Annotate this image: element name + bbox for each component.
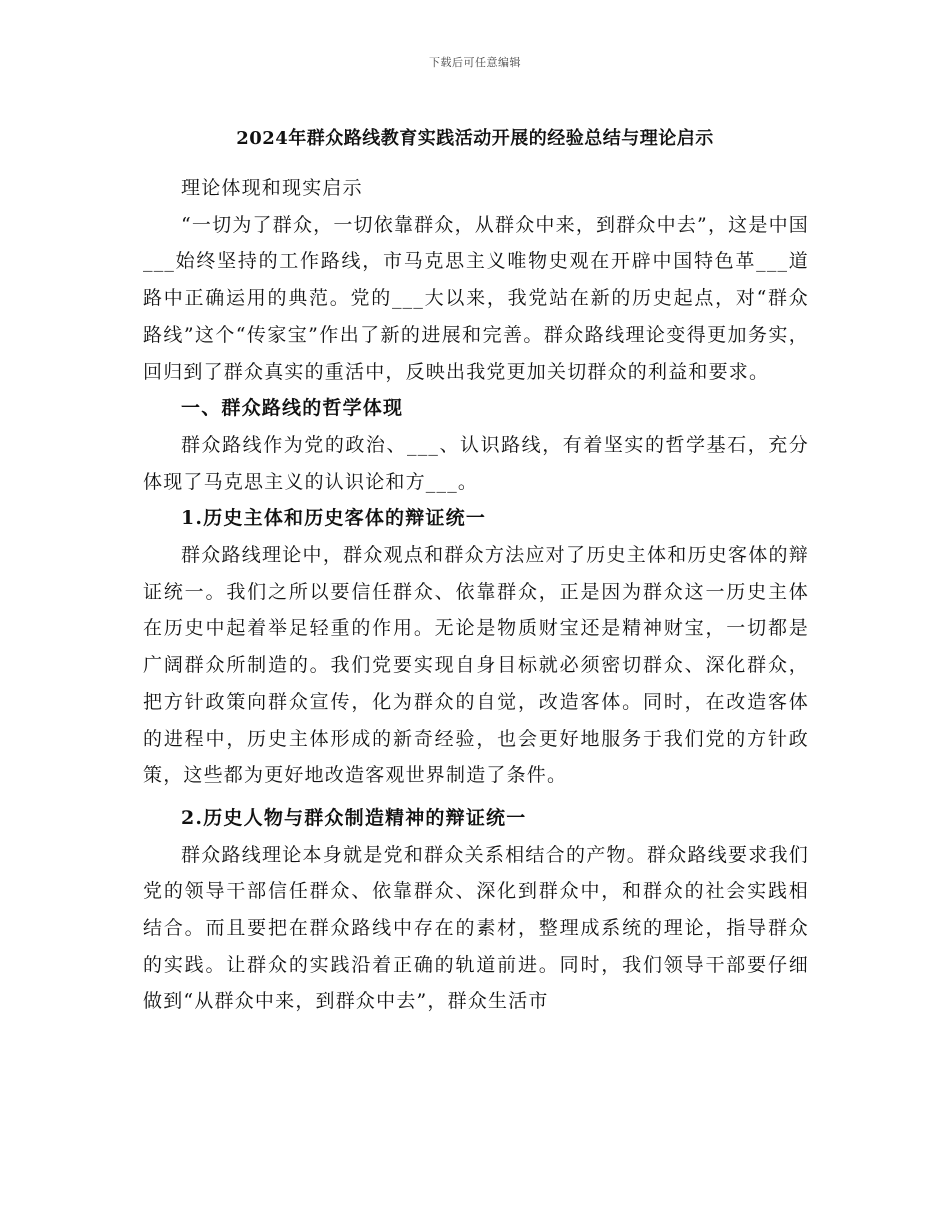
body-paragraph: 群众路线作为党的政治、___、认识路线，有着坚实的哲学基石，充分体现了马克思主义的认识论和方___。 (143, 433, 809, 493)
page-header: 下载后可任意编辑 (429, 56, 521, 69)
subsection-heading: 1.历史主体和历史客体的辩证统一 (181, 507, 487, 530)
body-paragraph: “一切为了群众，一切依靠群众，从群众中来，到群众中去”，这是中国___始终坚持的工作路线，市马克思主义唯物史观在开辟中国特色革___道路中正确运用的典范。党的___大以来，我党站在新的历史起点，对“群众路线”这个“传家宝”作出了新的进展和完善。群众路线理论变得更加务实，回归到了群众真实的重活中，反映出我党更加关切群众的利益和要求。 (143, 213, 809, 383)
subsection-heading: 2.历史人物与群众制造精神的辩证统一 (181, 806, 527, 829)
body-paragraph: 群众路线理论本身就是党和群众关系相结合的产物。群众路线要求我们党的领导干部信任群众、依靠群众、深化到群众中，和群众的社会实践相结合。而且要把在群众路线中存在的素材，整理成系统的理论，指导群众的实践。让群众的实践沿着正确的轨道前进。同时，我们领导干部要仔细做到“从群众中来，到群众中去”，群众生活市 (143, 843, 809, 1013)
document-title: 2024年群众路线教育实践活动开展的经验总结与理论启示 (236, 128, 714, 149)
subtitle-paragraph: 理论体现和现实启示 (181, 177, 363, 199)
body-paragraph: 群众路线理论中，群众观点和群众方法应对了历史主体和历史客体的辩证统一。我们之所以要信任群众、依靠群众，正是因为群众这一历史主体在历史中起着举足轻重的作用。无论是物质财宝还是精神财宝，一切都是广阔群众所制造的。我们党要实现自身目标就必须密切群众、深化群众，把方针政策向群众宣传，化为群众的自觉，改造客体。同时，在改造客体的进程中，历史主体形成的新奇经验，也会更好地服务于我们党的方针政策，这些都为更好地改造客观世界制造了条件。 (143, 544, 809, 787)
document-body (143, 170, 809, 1020)
section-heading: 一、群众路线的哲学体现 (181, 397, 404, 420)
